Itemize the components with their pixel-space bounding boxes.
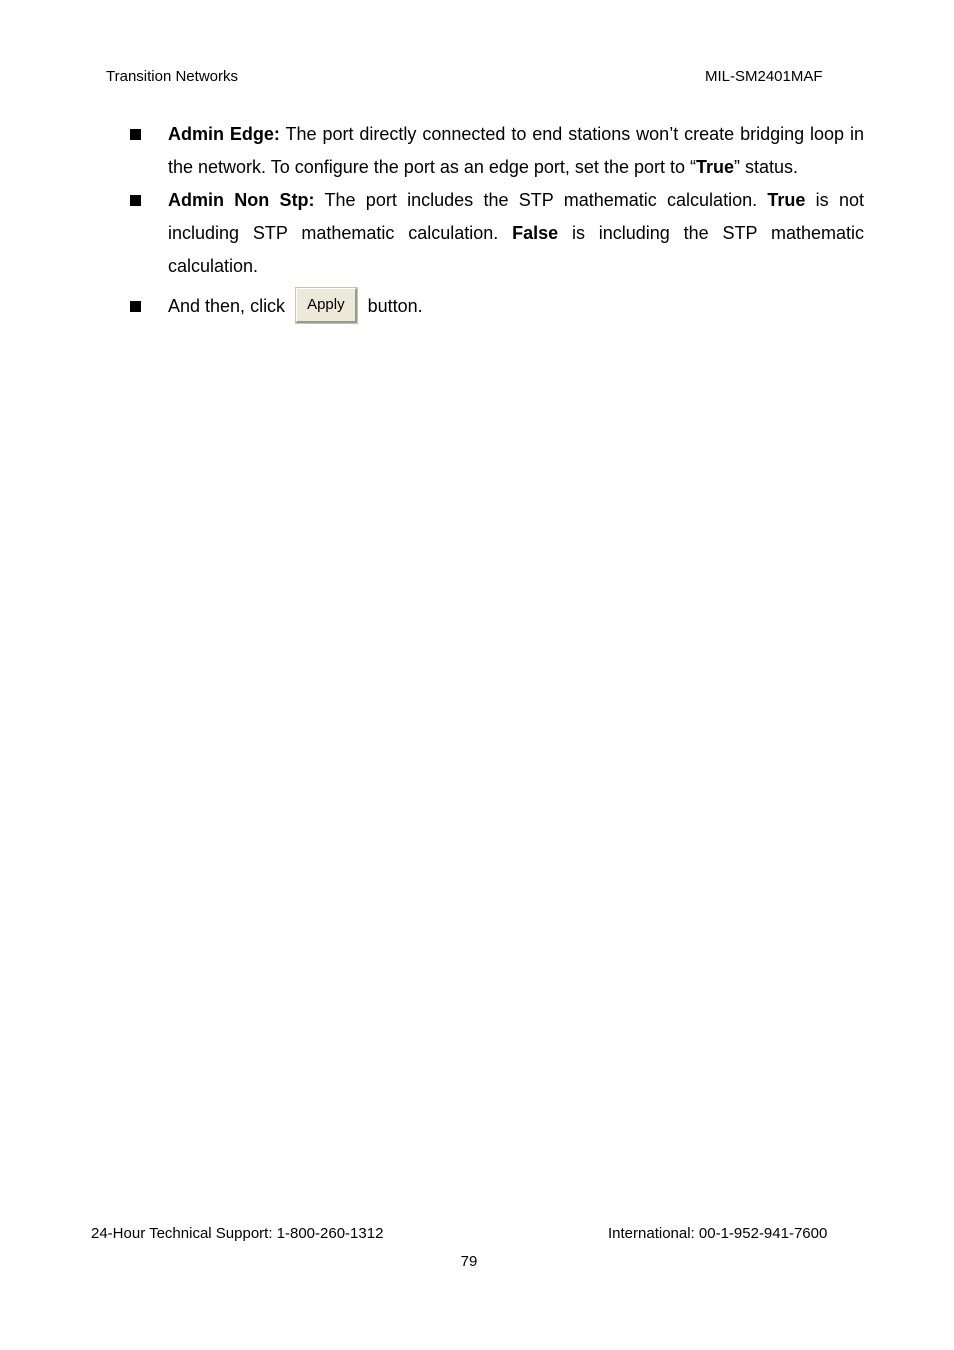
value-true: True	[696, 157, 735, 177]
square-bullet-icon	[130, 129, 141, 140]
value-false: False	[512, 223, 559, 243]
instruction-text: button.	[367, 296, 423, 316]
term-admin-non-stp: Admin Non Stp:	[168, 190, 315, 210]
value-true: True	[767, 190, 806, 210]
instruction-text: And then, click	[168, 296, 286, 316]
header-company: Transition Networks	[106, 68, 238, 85]
apply-button[interactable]: Apply	[296, 288, 357, 323]
description-text: is not including STP mathematic calculation.	[168, 190, 864, 243]
header-model: MIL-SM2401MAF	[705, 68, 823, 85]
footer-support: 24-Hour Technical Support: 1-800-260-1312	[91, 1225, 384, 1242]
description-text: The port directly connected to end stations won’t create bridging loop in the network. To configure the port as an edge port, set the port to “	[168, 124, 864, 177]
footer-international: International: 00-1-952-941-7600	[608, 1225, 828, 1242]
term-admin-edge: Admin Edge:	[168, 124, 280, 144]
list-item-admin-non-stp	[130, 184, 864, 283]
description-text: The port includes the STP mathematic calculation.	[314, 190, 768, 210]
page-number: 79	[460, 1253, 478, 1270]
square-bullet-icon	[130, 195, 141, 206]
bullet-list	[130, 118, 864, 323]
list-item-admin-edge	[130, 118, 864, 184]
description-text: ” status.	[734, 157, 799, 177]
list-item-apply	[130, 290, 864, 323]
square-bullet-icon	[130, 301, 141, 312]
description-text: is including the STP mathematic calculation.	[168, 223, 864, 276]
